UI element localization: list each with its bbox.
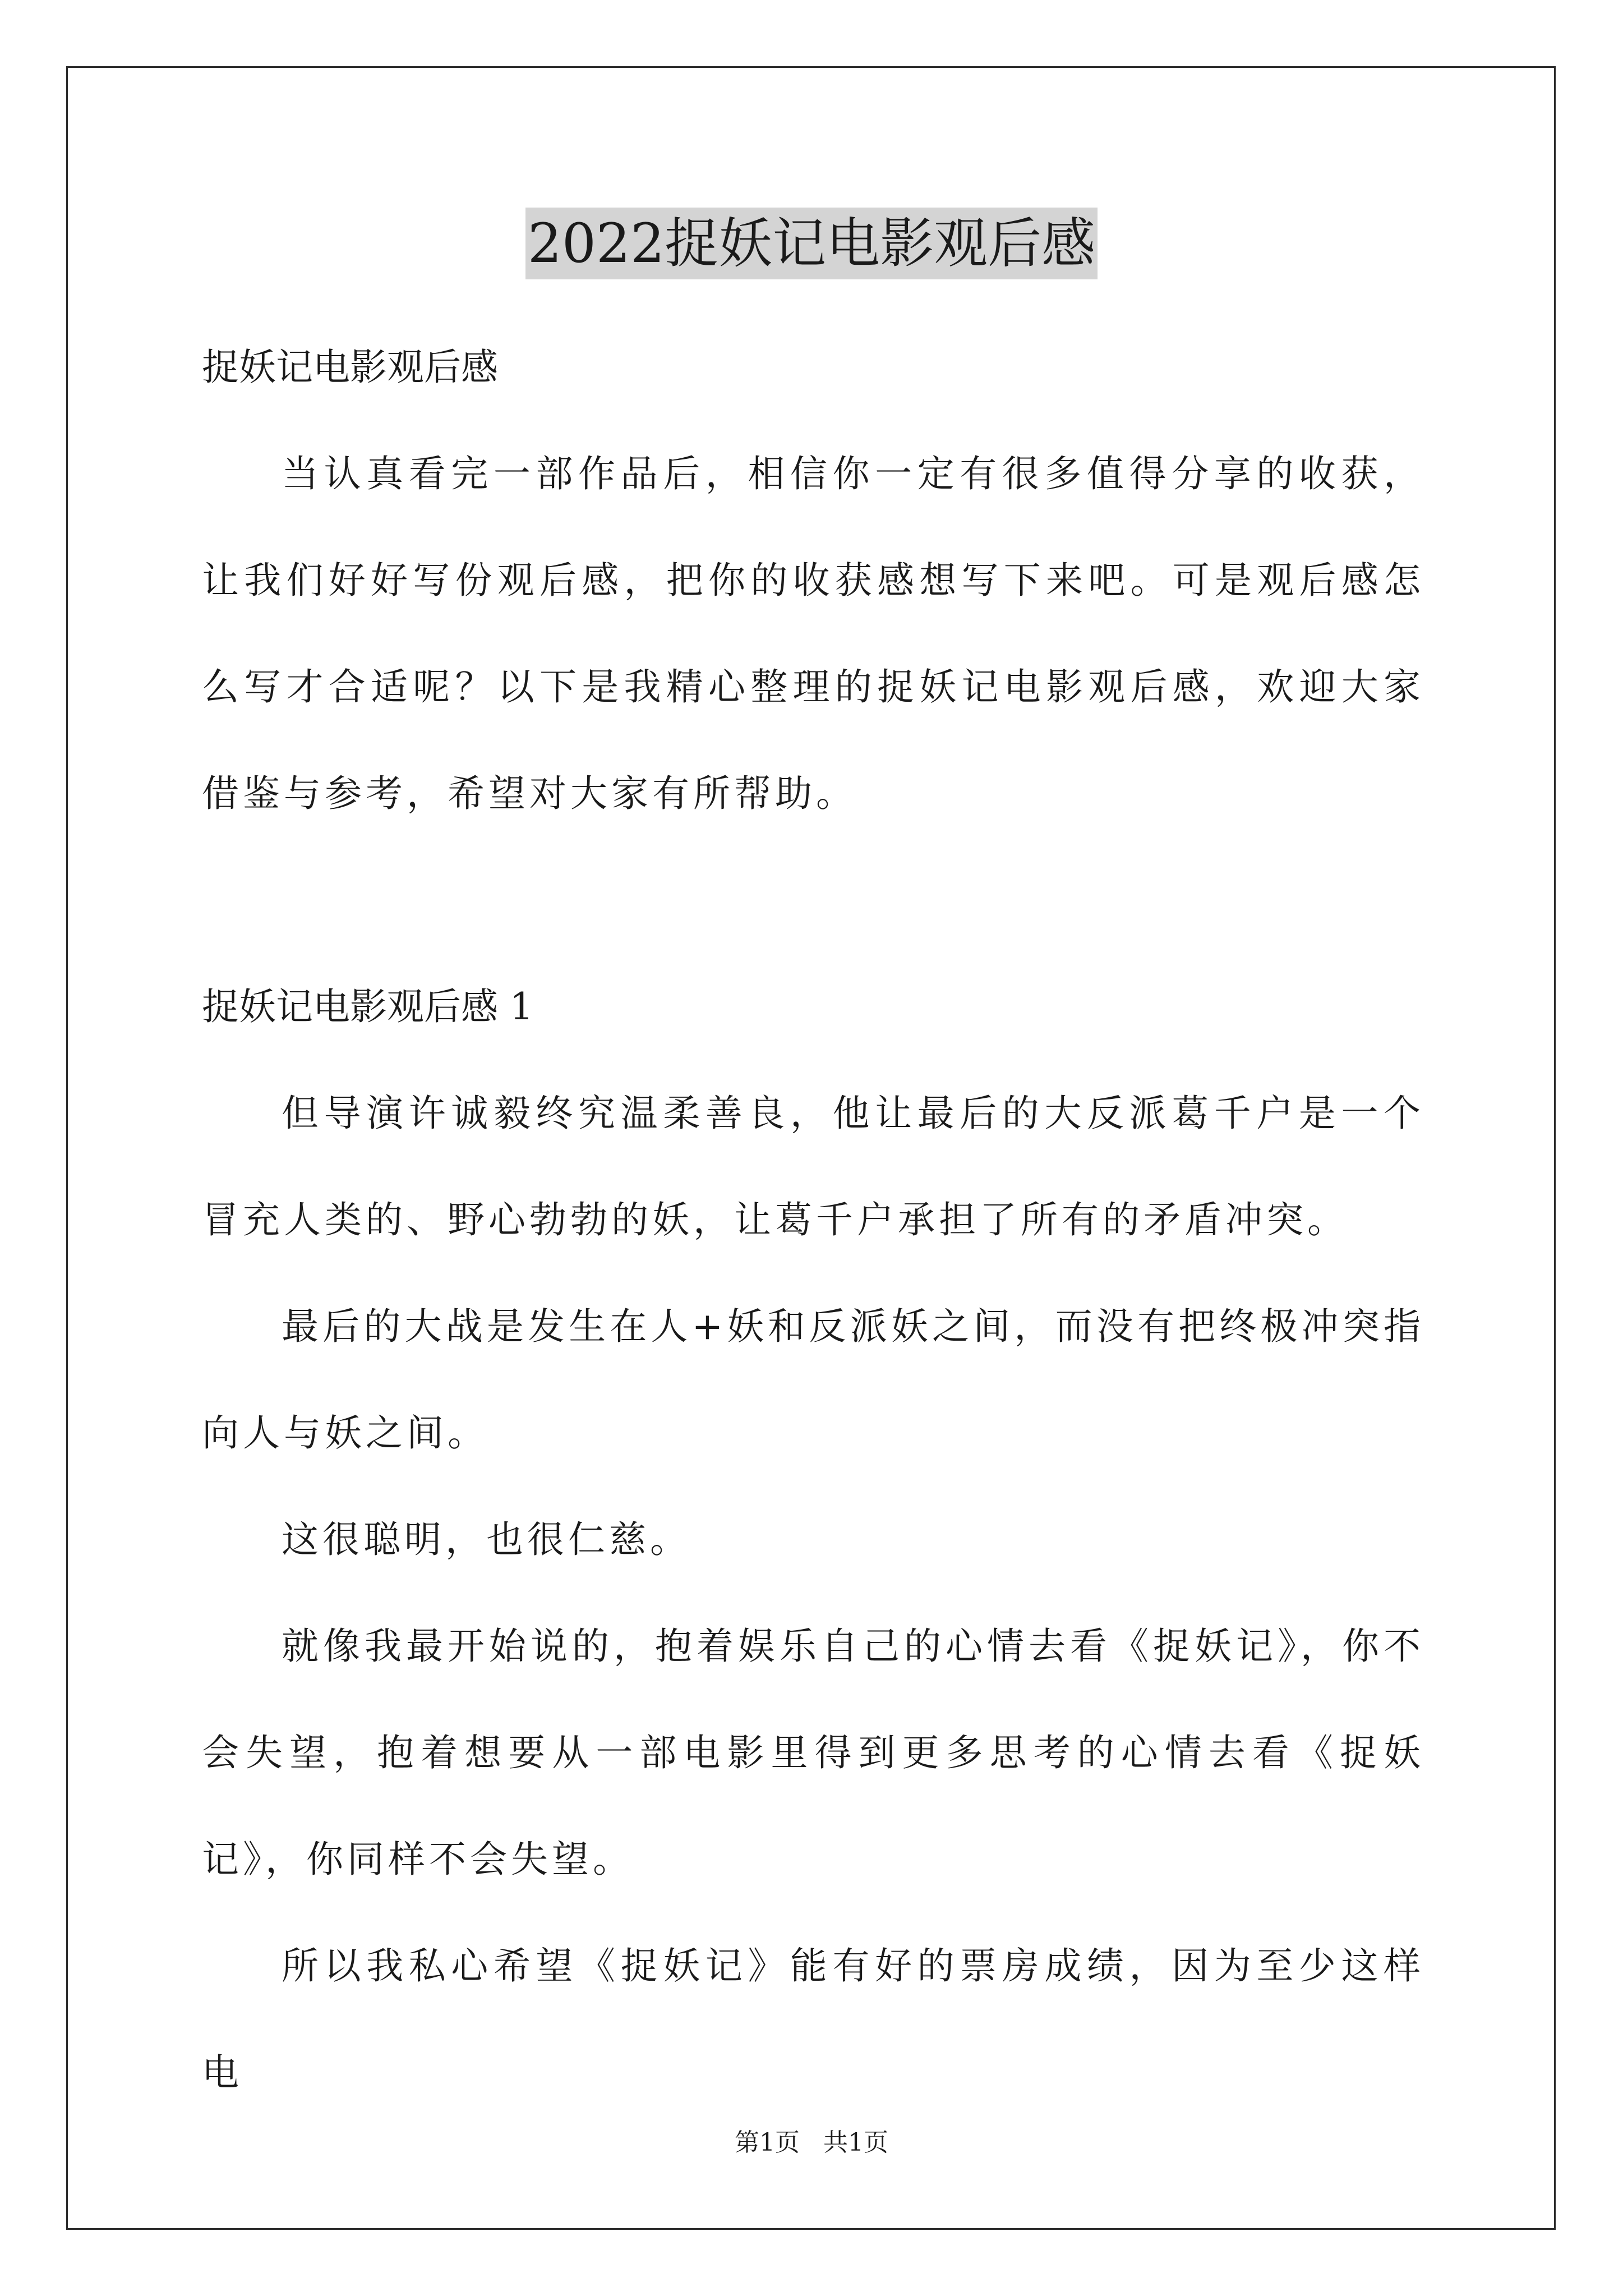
section-1-paragraph-1: 但导演许诚毅终究温柔善良，他让最后的大反派葛千户是一个冒充人类的、野心勃勃的妖，让葛千户承担了所有的矛盾冲突。 — [202, 1092, 1424, 1241]
section-1-paragraph-4: 就像我最开始说的，抱着娱乐自己的心情去看《捉妖记》，你不会失望，抱着想要从一部电影里得到更多思考的心情去看《捉妖记》，你同样不会失望。 — [202, 1625, 1424, 1881]
intro-heading: 捉妖记电影观后感 — [202, 346, 498, 389]
section-1-paragraph-2: 最后的大战是发生在人+妖和反派妖之间，而没有把终极冲突指向人与妖之间。 — [202, 1305, 1424, 1455]
section-spacer — [202, 847, 1424, 954]
section-1-heading: 捉妖记电影观后感 1 — [202, 985, 533, 1028]
section-1-paragraph-5: 所以我私心希望《捉妖记》能有好的票房成绩，因为至少这样电 — [202, 1944, 1424, 2094]
page-footer: 第1页 共1页 — [735, 2128, 888, 2157]
intro-paragraph: 当认真看完一部作品后，相信你一定有很多值得分享的收获，让我们好好写份观后感，把你的收获感想写下来吧。可是观后感怎么写才合适呢？以下是我精心整理的捉妖记电影观后感，欢迎大家借鉴与参考，希望对大家有所帮助。 — [202, 452, 1424, 815]
section-1-paragraph-3: 这很聪明，也很仁慈。 — [282, 1518, 691, 1561]
document-body — [202, 314, 1424, 2126]
document-title: 2022捉妖记电影观后感 — [525, 208, 1098, 279]
title-container — [0, 208, 1623, 279]
